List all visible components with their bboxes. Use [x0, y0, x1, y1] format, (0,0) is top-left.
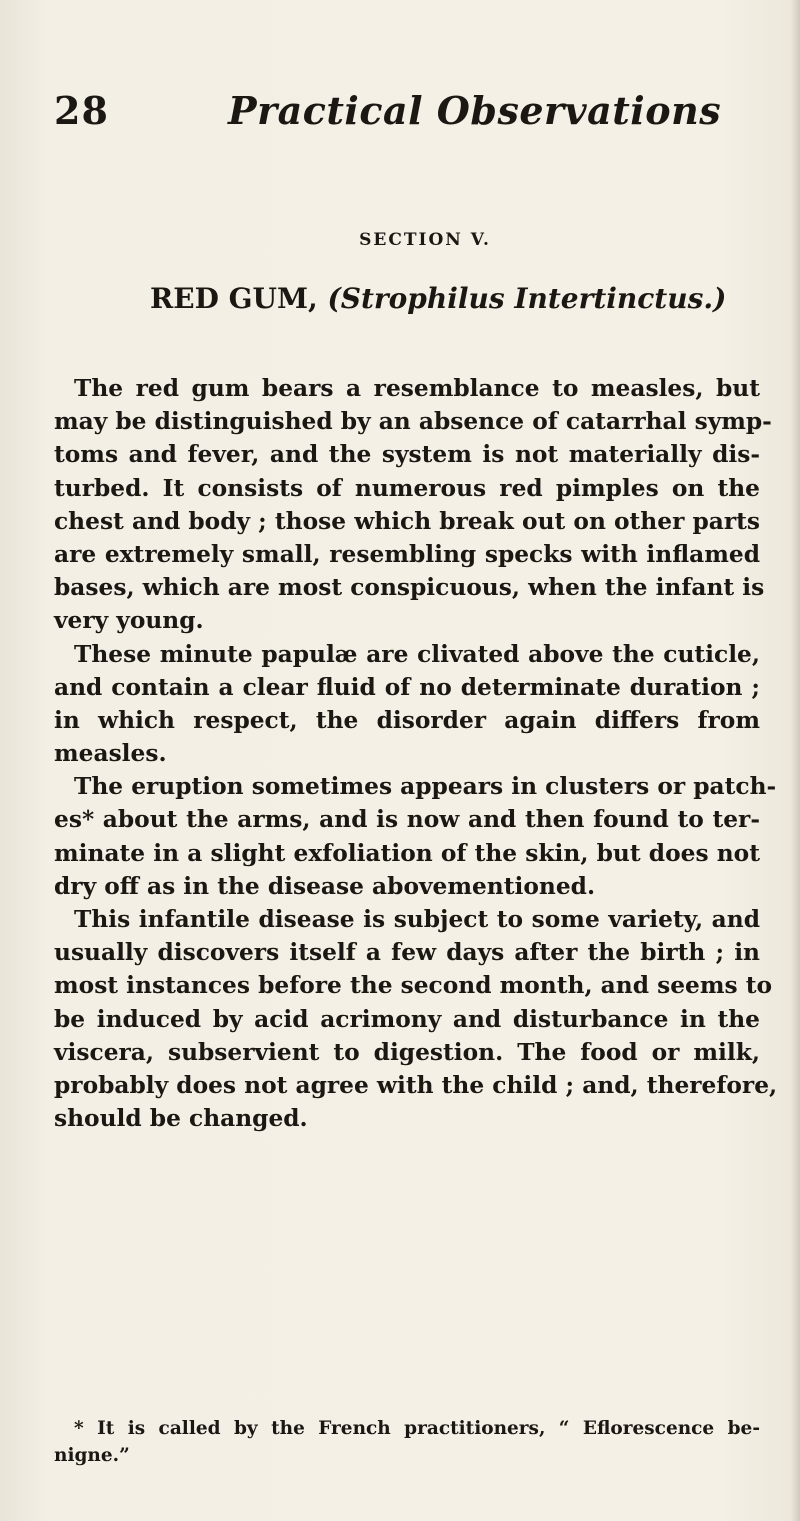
section-title — [150, 282, 726, 315]
body-line: may be distinguished by an absence of catarrhal symp- — [54, 408, 772, 436]
footnote — [54, 1415, 760, 1469]
body-line: The eruption sometimes appears in clusters or patch- — [74, 773, 777, 801]
body-line: measles. — [54, 740, 167, 768]
body-line: The red gum bears a resemblance to measles, but — [74, 375, 760, 402]
body-line: toms and fever, and the system is not materially dis- — [54, 441, 760, 469]
body-line: chest and body ; those which break out on other parts — [54, 507, 760, 535]
body-line: very young. — [54, 607, 204, 635]
section-label-text: SECTION V. — [359, 230, 491, 250]
section-title-plain: RED GUM, — [150, 282, 328, 315]
page-number: 28 — [54, 88, 109, 133]
body-line: be induced by acid acrimony and disturbance in the — [54, 1005, 760, 1033]
body-line: turbed. It consists of numerous red pimples on the — [54, 474, 760, 502]
body-line: should be changed. — [54, 1105, 308, 1133]
section-label — [0, 230, 800, 250]
body-line: are extremely small, resembling specks with inflamed — [54, 540, 760, 568]
footnote-line: nigne.” — [54, 1445, 130, 1466]
body-line: dry off as in the disease abovementioned. — [54, 872, 596, 900]
body-line: minate in a slight exfoliation of the skin, but does not — [54, 839, 760, 867]
body-line: These minute papulæ are clivated above the cuticle, — [74, 640, 760, 668]
running-head: Practical Observations — [228, 88, 722, 133]
body-line: es* about the arms, and is now and then found to ter- — [54, 806, 760, 834]
page-header — [54, 88, 754, 148]
body-line: This infantile disease is subject to some variety, and — [74, 906, 760, 933]
body-line: bases, which are most conspicuous, when the infant is — [54, 574, 765, 602]
section-title-latin: (Strophilus Intertinctus.) — [327, 282, 727, 315]
page-edge-shadow — [790, 0, 800, 1521]
body-line: viscera, subservient to digestion. The food or milk, — [54, 1038, 760, 1066]
body-line: probably does not agree with the child ; and, therefore, — [54, 1071, 778, 1099]
footnote-line: * It is called by the French practitioners, “ Eflorescence be- — [74, 1418, 760, 1439]
body-text — [54, 372, 778, 1135]
body-line: most instances before the second month, and seems to — [54, 972, 773, 1000]
body-line: and contain a clear fluid of no determinate duration ; — [54, 673, 760, 701]
body-line: in which respect, the disorder again differs from — [54, 706, 760, 734]
body-line: usually discovers itself a few days after the birth ; in — [54, 939, 760, 967]
